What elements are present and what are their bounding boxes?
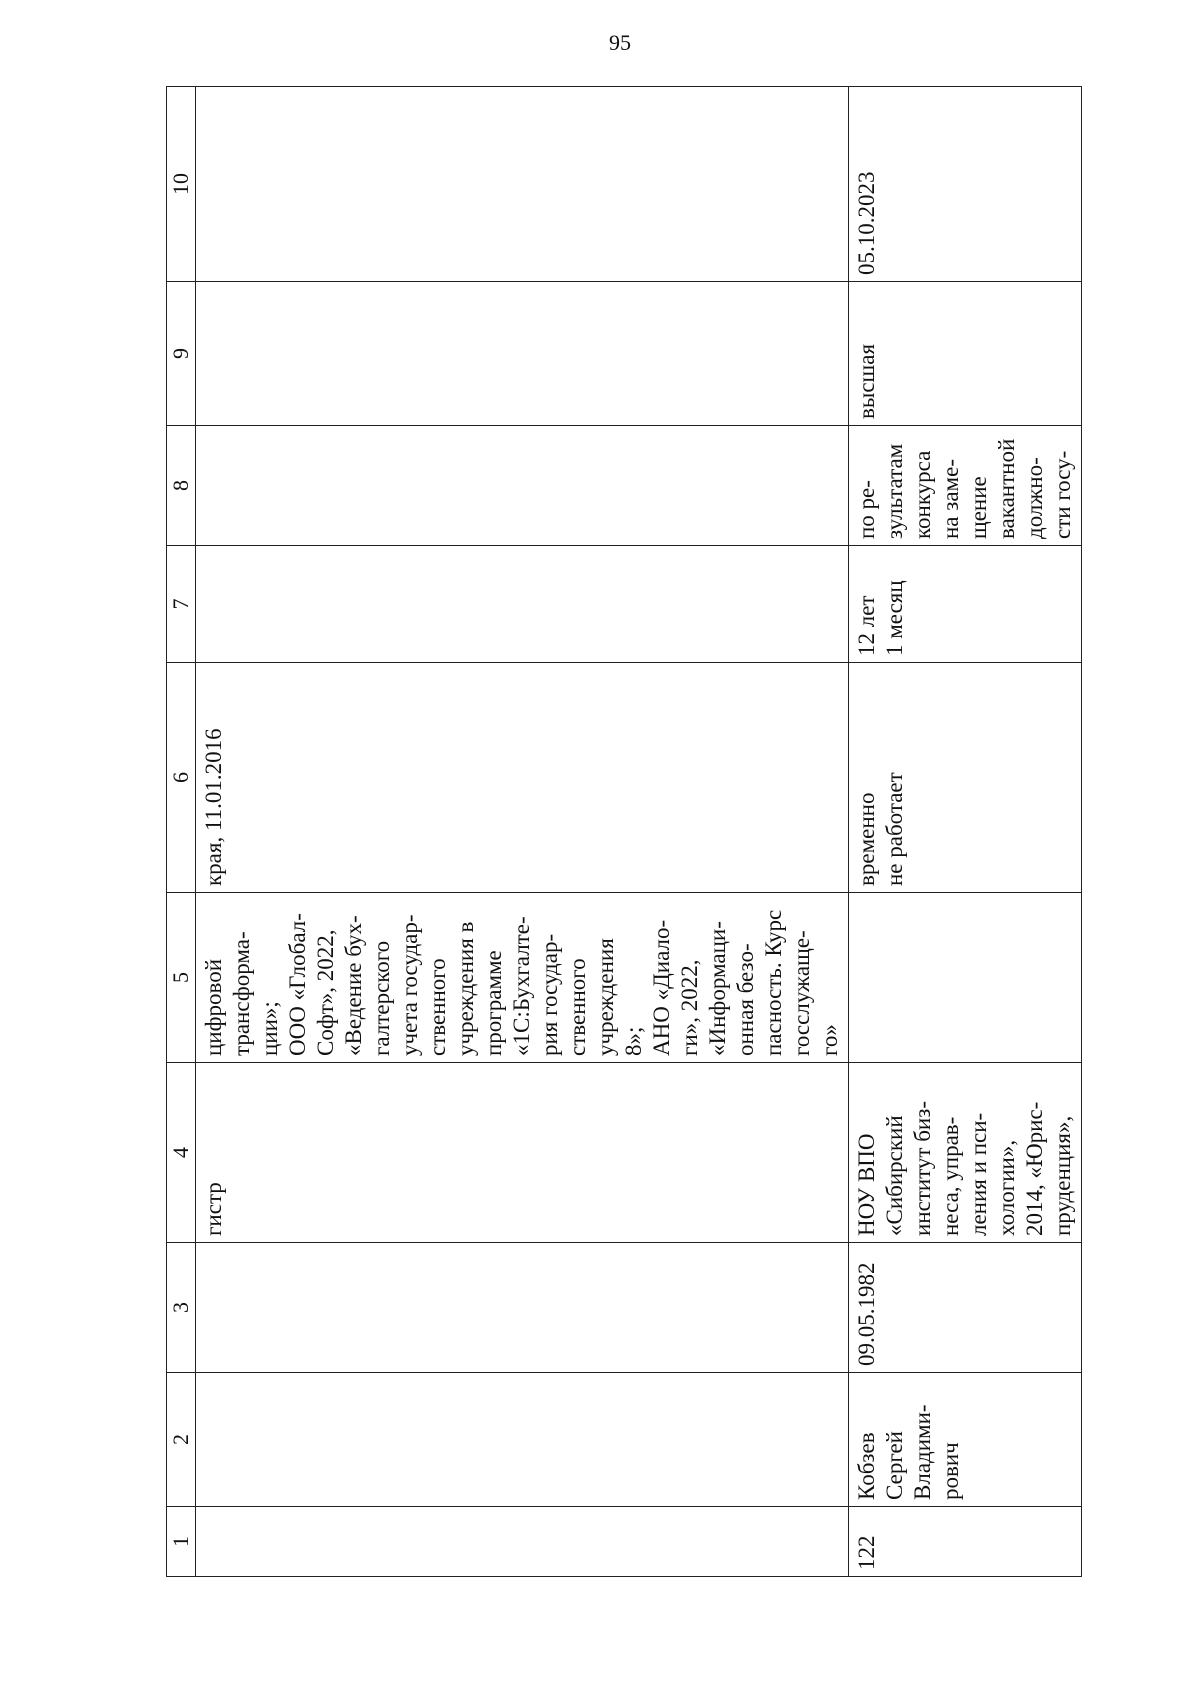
cell-birth-date: 09.05.1982 [849,1243,1082,1373]
cell-birth-date [196,1243,849,1373]
header-cell: 5 [167,893,196,1063]
cell-full-name [196,1373,849,1507]
header-cell: 9 [167,282,196,426]
header-cell: 8 [167,426,196,546]
table-row-record [849,87,1082,1577]
header-cell: 4 [167,1063,196,1243]
cell-inclusion-date: 05.10.2023 [849,87,1082,282]
cell-number: 122 [849,1507,1082,1577]
cell-education: НОУ ВПО «Сибирский институт биз- неса, управ- ления и пси- хологии», 2014, «Юрис- пруденция», [849,1063,1082,1243]
cell-experience [196,546,849,663]
cell-position-group [196,282,849,426]
cell-position: края, 11.01.2016 [196,663,849,893]
cell-full-name: Кобзев Сергей Владими- рович [849,1373,1082,1507]
header-cell: 7 [167,546,196,663]
header-cell: 3 [167,1243,196,1373]
cell-position: временно не работает [849,663,1082,893]
cell-inclusion-date [196,87,849,282]
cell-additional-education [849,893,1082,1063]
table-header-row [167,87,196,1577]
table-row-continuation [196,87,849,1577]
cell-inclusion-basis: по ре- зультатам конкурса на заме- щение вакантной должно- сти госу- [849,426,1082,546]
cell-position-group: высшая [849,282,1082,426]
cell-number [196,1507,849,1577]
page-number: 95 [609,30,631,55]
cell-education: гистр [196,1063,849,1243]
cell-additional-education: цифровой трансформа- ции»; ООО «Глобал- Софт», 2022, «Ведение бух- галтерского учета государ- ственного учреждения в программе «1С:Бухгалте- рия государ- ственного учреждения 8»; АНО «Диало- ги», 2022, «Информаци- онная безо- пасность. Курс госслужаще- го» [196,893,849,1063]
cell-inclusion-basis [196,426,849,546]
rotated-table-wrapper [166,87,1075,1577]
cell-experience: 12 лет 1 месяц [849,546,1082,663]
header-cell: 2 [167,1373,196,1507]
header-cell: 6 [167,663,196,893]
header-cell: 10 [167,87,196,282]
personnel-table [166,86,1082,1577]
header-cell: 1 [167,1507,196,1577]
